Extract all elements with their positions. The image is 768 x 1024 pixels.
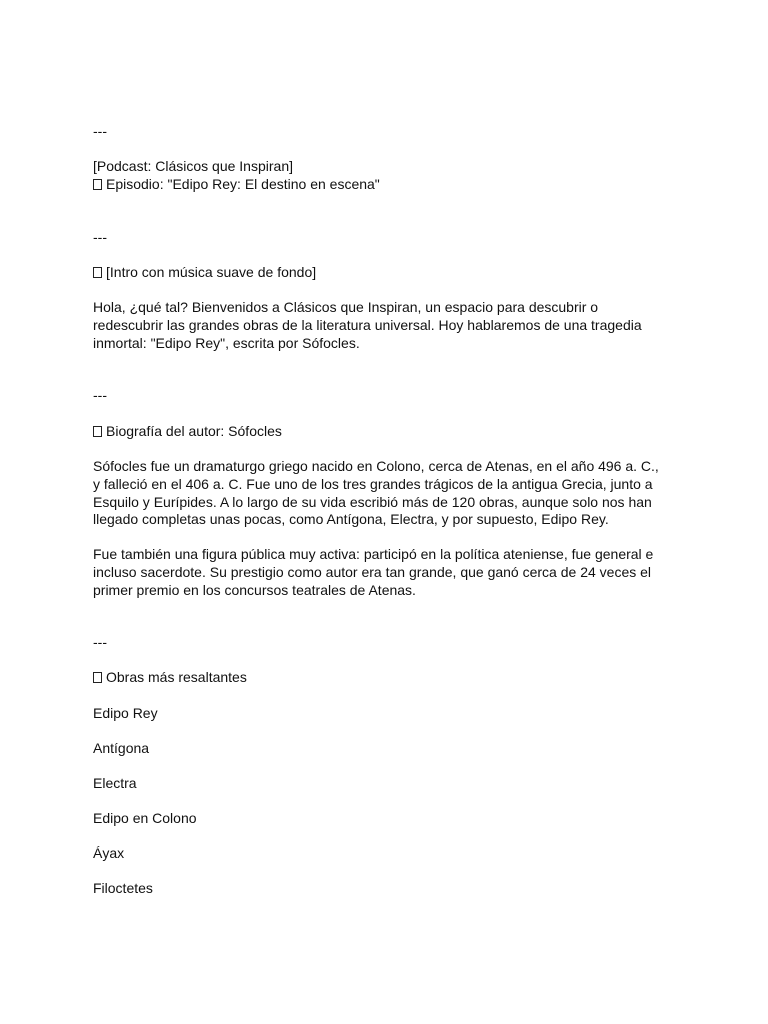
intro-line <box>93 263 316 281</box>
separator: --- <box>93 634 107 650</box>
bio-paragraph-line: Fue también una figura pública muy activa: participó en la política ateniense, fue general e <box>93 546 654 562</box>
works-heading: Obras más resaltantes <box>106 669 247 685</box>
bio-paragraph-line: y falleció en el 406 a. C. Fue uno de los tres grandes trágicos de la antigua Grecia, junto a <box>93 476 653 492</box>
podcast-label: [Podcast: Clásicos que Inspiran] <box>93 158 293 174</box>
missing-glyph-icon <box>93 179 102 190</box>
bio-paragraph-line: incluso sacerdote. Su prestigio como autor era tan grande, que ganó cerca de 24 veces el <box>93 564 652 580</box>
episode-line <box>93 175 380 193</box>
work-item: Electra <box>93 775 137 791</box>
work-item: Filoctetes <box>93 880 153 896</box>
separator: --- <box>93 229 107 245</box>
work-item: Antígona <box>93 740 150 756</box>
bio-heading: Biografía del autor: Sófocles <box>106 423 282 439</box>
separator: --- <box>93 123 107 139</box>
intro-label: [Intro con música suave de fondo] <box>106 264 317 280</box>
bio-paragraph-line: Esquilo y Eurípides. A lo largo de su vida escribió más de 120 obras, aunque solo nos han <box>93 494 652 510</box>
intro-paragraph-line: inmortal: "Edipo Rey", escrita por Sófocles. <box>93 335 360 351</box>
missing-glyph-icon <box>93 426 102 437</box>
work-item: Edipo Rey <box>93 705 158 721</box>
works-heading-line <box>93 668 247 686</box>
work-item: Edipo en Colono <box>93 810 197 826</box>
missing-glyph-icon <box>93 672 102 683</box>
work-item: Áyax <box>93 845 125 861</box>
bio-paragraph-line: Sófocles fue un dramaturgo griego nacido en Colono, cerca de Atenas, en el año 496 a. C., <box>93 458 659 474</box>
bio-heading-line <box>93 422 282 440</box>
bio-paragraph-line: primer premio en los concursos teatrales de Atenas. <box>93 582 416 598</box>
missing-glyph-icon <box>93 267 102 278</box>
intro-paragraph-line: redescubrir las grandes obras de la literatura universal. Hoy hablaremos de una tragedia <box>93 317 642 333</box>
intro-paragraph-line: Hola, ¿qué tal? Bienvenidos a Clásicos que Inspiran, un espacio para descubrir o <box>93 299 599 315</box>
separator: --- <box>93 387 107 403</box>
bio-paragraph-line: llegado completas unas pocas, como Antígona, Electra, y por supuesto, Edipo Rey. <box>93 511 609 527</box>
episode-label: Episodio: "Edipo Rey: El destino en escena" <box>106 176 380 192</box>
